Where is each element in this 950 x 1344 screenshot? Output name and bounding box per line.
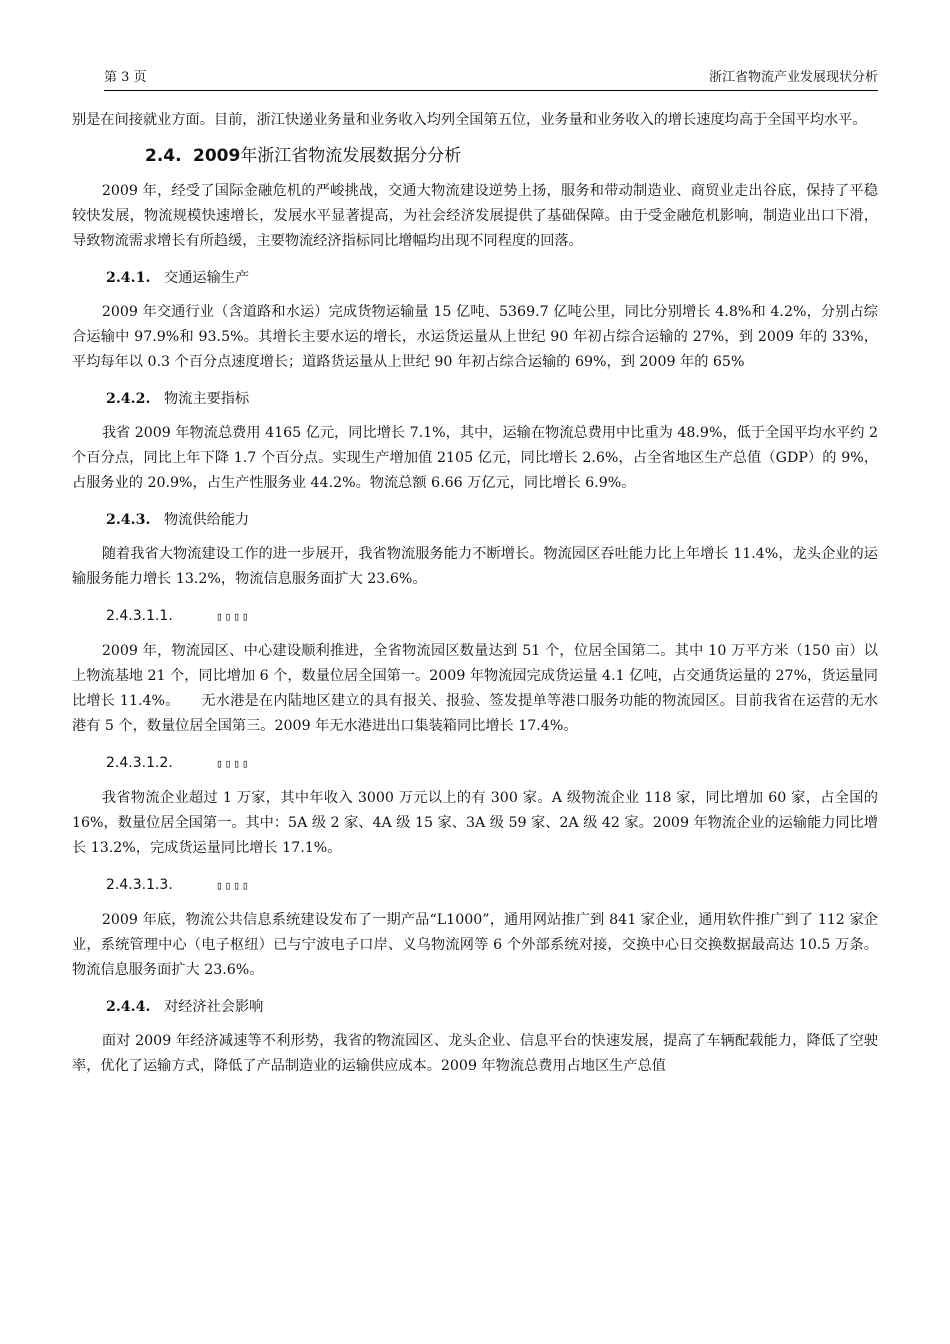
- paragraph-2-4-3-1-1: 2009 年，物流园区、中心建设顺利推进，全省物流园区数量达到 51 个，位居全国第二。其中 10 万平方米（150 亩）以上物流基地 21 个，同比增加 6 个，数量位居全国第一。2009 年物流园完成货运量 4.1 亿吨，占交通货运量的 27%，货运量同比增长 11.4%。 无水港是在内陆地区建立的具有报关、报验、签发提单等港口服务功能的物流园区。目前我省在运营的无水港有 5 个，数量位居全国第三。2009 年无水港进出口集装箱同比增长 17.4%。: [72, 643, 878, 734]
- heading-title: ▯▯▯▯: [216, 757, 251, 770]
- paragraph-2-4-3-1-3: 2009 年底，物流公共信息系统建设发布了一期产品“L1000”，通用网站推广到 841 家企业，通用软件推广到了 112 家企业，系统管理中心（电子枢纽）已与宁波电子口岸、义乌物流网等 6 个外部系统对接，交换中心日交换数据最高达 10.5 万条。物流信息服务面扩大 23.6%。: [72, 912, 878, 978]
- running-title: 浙江省物流产业发展现状分析: [708, 70, 878, 85]
- paragraph-2-4-1: 2009 年交通行业（含道路和水运）完成货物运输量 15 亿吨、5369.7 亿吨公里，同比分别增长 4.8%和 4.2%，分别占综合运输中 97.9%和 93.5%。其增长主要水运的增长，水运货运量从上世纪 90 年初占综合运输的 27%，到 2009 年的 33%，平均每年以 0.3 个百分点速度增长；道路货运量从上世纪 90 年初占综合运输的 69%，到 2009 年的 65%: [72, 304, 878, 370]
- page-content: [72, 108, 878, 1079]
- paragraph-2-4-2: 我省 2009 年物流总费用 4165 亿元，同比增长 7.1%，其中，运输在物流总费用中比重为 48.9%，低于全国平均水平约 2 个百分点，同比上年下降 1.7 个百分点。实现生产增加值 2105 亿元，同比增长 2.6%，占全省地区生产总值（GDP）的 9%，占服务业的 20.9%，占生产性服务业 44.2%。物流总额 6.66 万亿元，同比增长 6.9%。: [72, 425, 878, 491]
- heading-2-4-3-1-2: [72, 751, 878, 776]
- intro-paragraph: 别是在间接就业方面。目前，浙江快递业务量和业务收入均列全国第五位，业务量和业务收入的增长速度均高于全国平均水平。: [72, 112, 867, 128]
- heading-number: 2.4.1.: [106, 270, 151, 286]
- paragraph-2-4-4: 面对 2009 年经济减速等不利形势，我省的物流园区、龙头企业、信息平台的快速发展，提高了车辆配载能力，降低了空驶率，优化了运输方式，降低了产品制造业的运输供应成本。2009 年物流总费用占地区生产总值: [72, 1033, 878, 1074]
- page-header: [104, 66, 878, 91]
- heading-number: 2.4.3.1.3.: [106, 877, 173, 893]
- heading-title: 物流供给能力: [164, 512, 250, 528]
- heading-2-4: [72, 143, 878, 169]
- page-number: 第 3 页: [104, 70, 147, 85]
- heading-number: 2.4.: [145, 146, 182, 166]
- paragraph-2-4-3: 随着我省大物流建设工作的进一步展开，我省物流服务能力不断增长。物流园区吞吐能力比上年增长 11.4%，龙头企业的运输服务能力增长 13.2%，物流信息服务面扩大 23.6%。: [72, 546, 878, 587]
- paragraph-2-4: 2009 年，经受了国际金融危机的严峻挑战，交通大物流建设逆势上扬，服务和带动制造业、商贸业走出谷底，保持了平稳较快发展，物流规模快速增长，发展水平显著提高，为社会经济发展提供了基础保障。由于受金融危机影响，制造业出口下滑，导致物流需求增长有所趋缓，主要物流经济指标同比增幅均出现不同程度的回落。: [72, 183, 878, 249]
- heading-number: 2.4.3.1.1.: [106, 608, 173, 624]
- paragraph-2-4-3-1-2: 我省物流企业超过 1 万家，其中年收入 3000 万元以上的有 300 家。A 级物流企业 118 家，同比增加 60 家，占全国的 16%，数量位居全国第一。其中：5A 级 2 家、4A 级 15 家、3A 级 59 家、2A 级 42 家。2009 年物流企业的运输能力同比增长 13.2%，完成货运量同比增长 17.1%。: [72, 790, 878, 856]
- heading-title: ▯▯▯▯: [216, 879, 251, 892]
- heading-number: 2.4.3.1.2.: [106, 755, 173, 771]
- heading-title: 物流主要指标: [164, 391, 250, 407]
- heading-number: 2.4.3.: [106, 512, 151, 528]
- heading-2-4-4: [72, 995, 878, 1019]
- heading-2-4-2: [72, 387, 878, 411]
- heading-2-4-3: [72, 508, 878, 532]
- heading-number: 2.4.2.: [106, 391, 151, 407]
- heading-title: ▯▯▯▯: [216, 610, 251, 623]
- heading-title: 交通运输生产: [164, 270, 250, 286]
- heading-2-4-3-1-3: [72, 873, 878, 898]
- heading-title: 年浙江省物流发展数据分分析: [240, 146, 462, 166]
- heading-2-4-3-1-1: [72, 604, 878, 629]
- heading-title: 对经济社会影响: [164, 999, 264, 1015]
- heading-year: 2009: [192, 146, 241, 166]
- heading-number: 2.4.4.: [106, 999, 151, 1015]
- heading-2-4-1: [72, 266, 878, 290]
